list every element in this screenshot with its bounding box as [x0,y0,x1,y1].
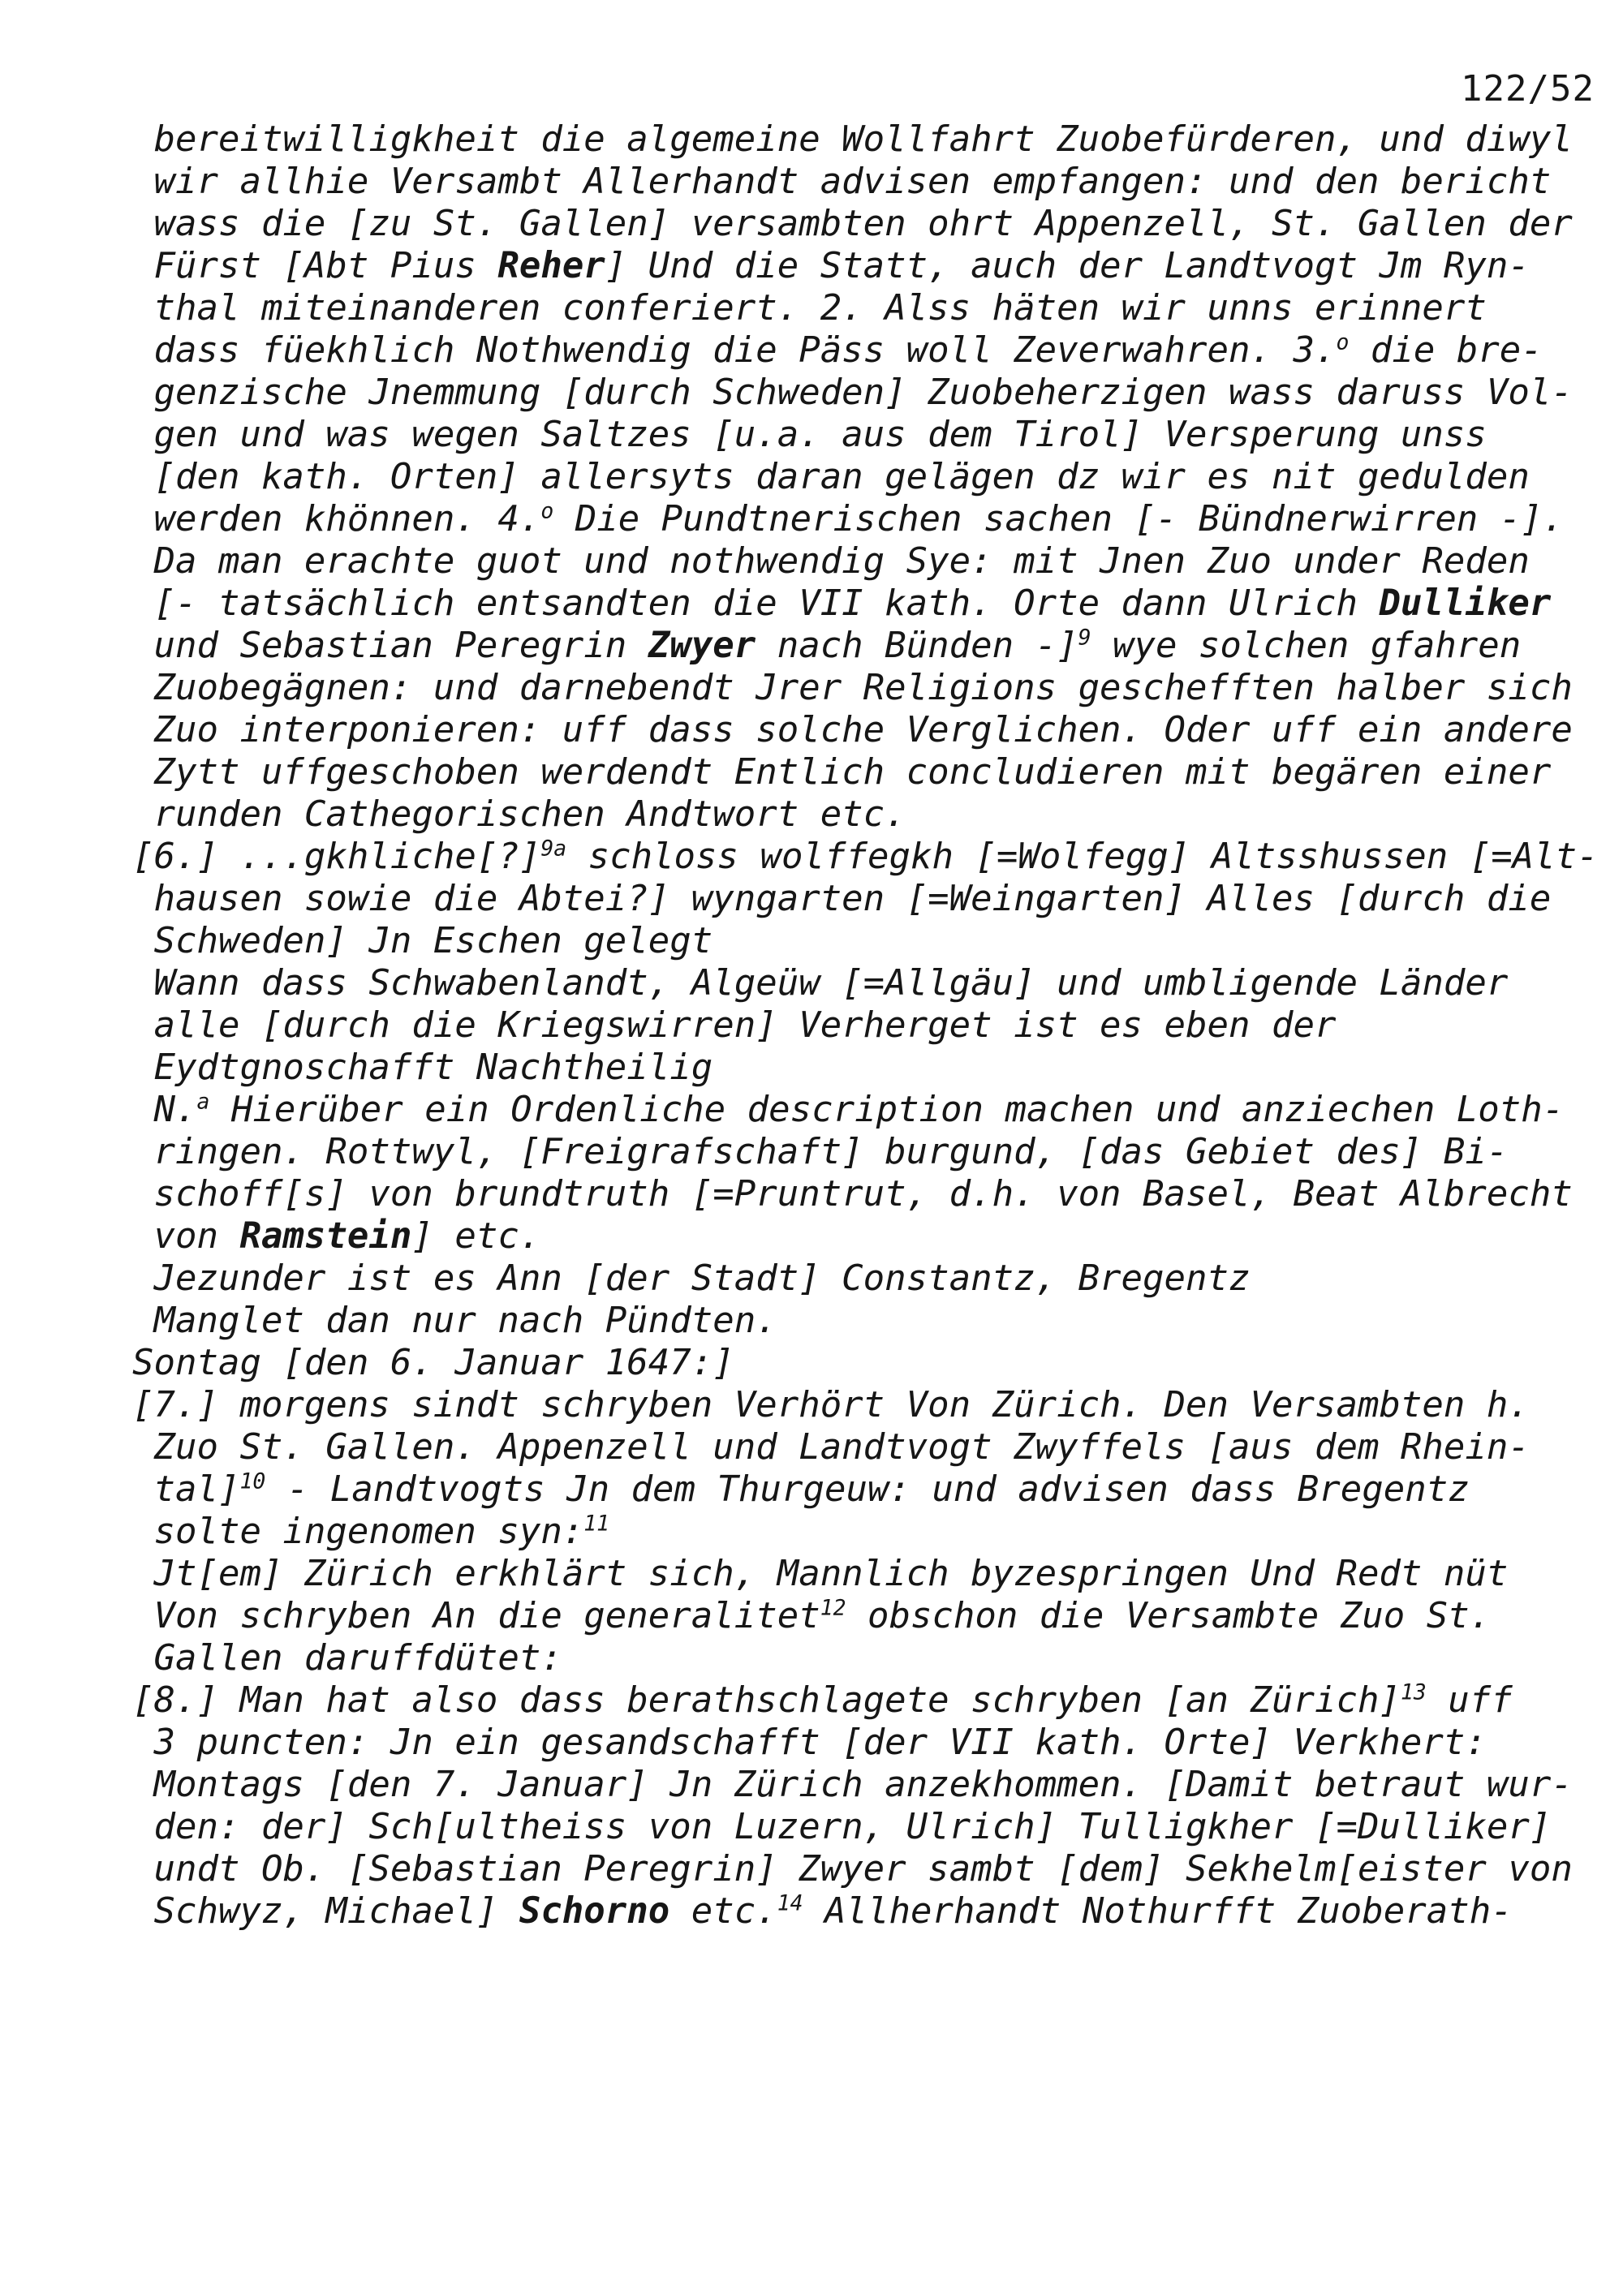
text-line: ringen. Rottwyl, [Freigrafschaft] burgund, [das Gebiet des] Bi- [132,1131,1509,1172]
text-line: Zytt uffgeschoben werdendt Entlich concludieren mit begären einer [132,751,1552,793]
text-line: bereitwilligkheit die algemeine Wollfahrt Zuobefürderen, und diwyl [132,118,1573,160]
text-line: wir allhie Versambt Allerhandt advisen empfangen: und den bericht [132,161,1552,202]
text-line: schoff[s] von brundtruth [=Pruntrut, d.h. von Basel, Beat Albrecht [132,1173,1573,1215]
text-line: Schweden] Jn Eschen gelegt [132,920,713,961]
text-line: thal miteinanderen conferiert. 2. Alss häten wir unns erinnert [132,287,1487,329]
text-line: Schwyz, Michael] Schorno etc.$^{14}$ Allherhandt Nothurfft Zuoberath- [132,1890,1513,1932]
text-line: Jt[em] Zürich erkhlärt sich, Mannlich byzespringen Und Redt nüt [132,1553,1509,1594]
para-7 [132,1384,1607,1679]
text-line: werden khönnen. 4.$^o$ Die Pundtnerischen sachen [- Bündnerwirren -]. [132,498,1565,540]
text-line: solte ingenomen syn:$^{11}$ [132,1511,610,1552]
text-line: wass die [zu St. Gallen] versambten ohrt Appenzell, St. Gallen der [132,203,1573,244]
text-line: N.$^a$ Hierüber ein Ordenliche description machen und anziechen Loth- [132,1089,1565,1130]
text-line: und Sebastian Peregrin Zwyer nach Bünden -]$^9$ wye solchen gfahren [132,625,1522,666]
document-body [132,118,1607,1933]
text-line: [den kath. Orten] allersyts daran gelägen dz wir es nit gedulden [132,456,1530,497]
text-line: Sontag [den 6. Januar 1647:] [132,1342,734,1383]
text-line: genzische Jnemmung [durch Schweden] Zuobeherzigen wass daruss Vol- [132,372,1573,413]
text-line: von Ramstein] etc. [132,1215,541,1257]
para-6 [132,836,1607,1342]
text-line: [7.] morgens sindt schryben Verhört Von Zürich. Den Versambten h. [132,1384,1530,1425]
text-line: Zuo St. Gallen. Appenzell und Landtvogt Zwyffels [aus dem Rhein- [132,1426,1530,1468]
text-line: Zuobegägnen: und darnebendt Jrer Religions geschefften halber sich [132,667,1573,708]
text-line: Manglet dan nur nach Pündten. [132,1300,777,1341]
text-line: gen und was wegen Saltzes [u.a. aus dem Tirol] Versperung unss [132,414,1487,455]
text-line: Wann dass Schwabenlandt, Algeüw [=Allgäu] und umbligende Länder [132,962,1509,1004]
text-line: alle [durch die Kriegswirren] Verherget ist es eben der [132,1004,1337,1046]
text-line: 3 puncten: Jn ein gesandschafft [der VII kath. Orte] Verkhert: [132,1722,1487,1763]
text-line: Montags [den 7. Januar] Jn Zürich anzekhommen. [Damit betraut wur- [132,1764,1573,1805]
para-continuation [132,118,1607,836]
text-line: Eydtgnoschafft Nachtheilig [132,1047,713,1088]
text-line: undt Ob. [Sebastian Peregrin] Zwyer sambt [dem] Sekhelm[eister von [132,1848,1573,1890]
text-line: runden Cathegorischen Andtwort etc. [132,793,906,835]
text-line: hausen sowie die Abtei?] wyngarten [=Weingarten] Alles [durch die [132,878,1552,919]
text-line: tal]$^{10}$ - Landtvogts Jn dem Thurgeuw: und advisen dass Bregentz [132,1468,1470,1510]
date-heading [132,1342,1607,1384]
page-number: 122/52 [1461,68,1595,110]
para-8 [132,1679,1607,1933]
text-line: Da man erachte guot und nothwendig Sye: mit Jnen Zuo under Reden [132,540,1530,582]
text-line: Zuo interponieren: uff dass solche Verglichen. Oder uff ein andere [132,709,1573,750]
text-line: den: der] Sch[ultheiss von Luzern, Ulrich] Tulligkher [=Dulliker] [132,1806,1552,1847]
text-line: Jezunder ist es Ann [der Stadt] Constantz, Bregentz [132,1258,1251,1299]
text-line: [6.] ...gkhliche[?]$^{9a}$ schloss wolffegkh [=Wolfegg] Altsshussen [=Alt- [132,836,1599,877]
text-line: Von schryben An die generalitet$^{12}$ obschon die Versambte Zuo St. [132,1595,1492,1636]
text-line: [- tatsächlich entsandten die VII kath. Orte dann Ulrich Dulliker [132,583,1552,624]
text-line: Gallen daruffdütet: [132,1637,562,1679]
text-line: Fürst [Abt Pius Reher] Und die Statt, auch der Landtvogt Jm Ryn- [132,245,1530,286]
text-line: dass füekhlich Nothwendig die Päss woll Zeverwahren. 3.$^o$ die bre- [132,329,1543,371]
text-line: [8.] Man hat also dass berathschlagete schryben [an Zürich]$^{13}$ uff [132,1679,1513,1721]
